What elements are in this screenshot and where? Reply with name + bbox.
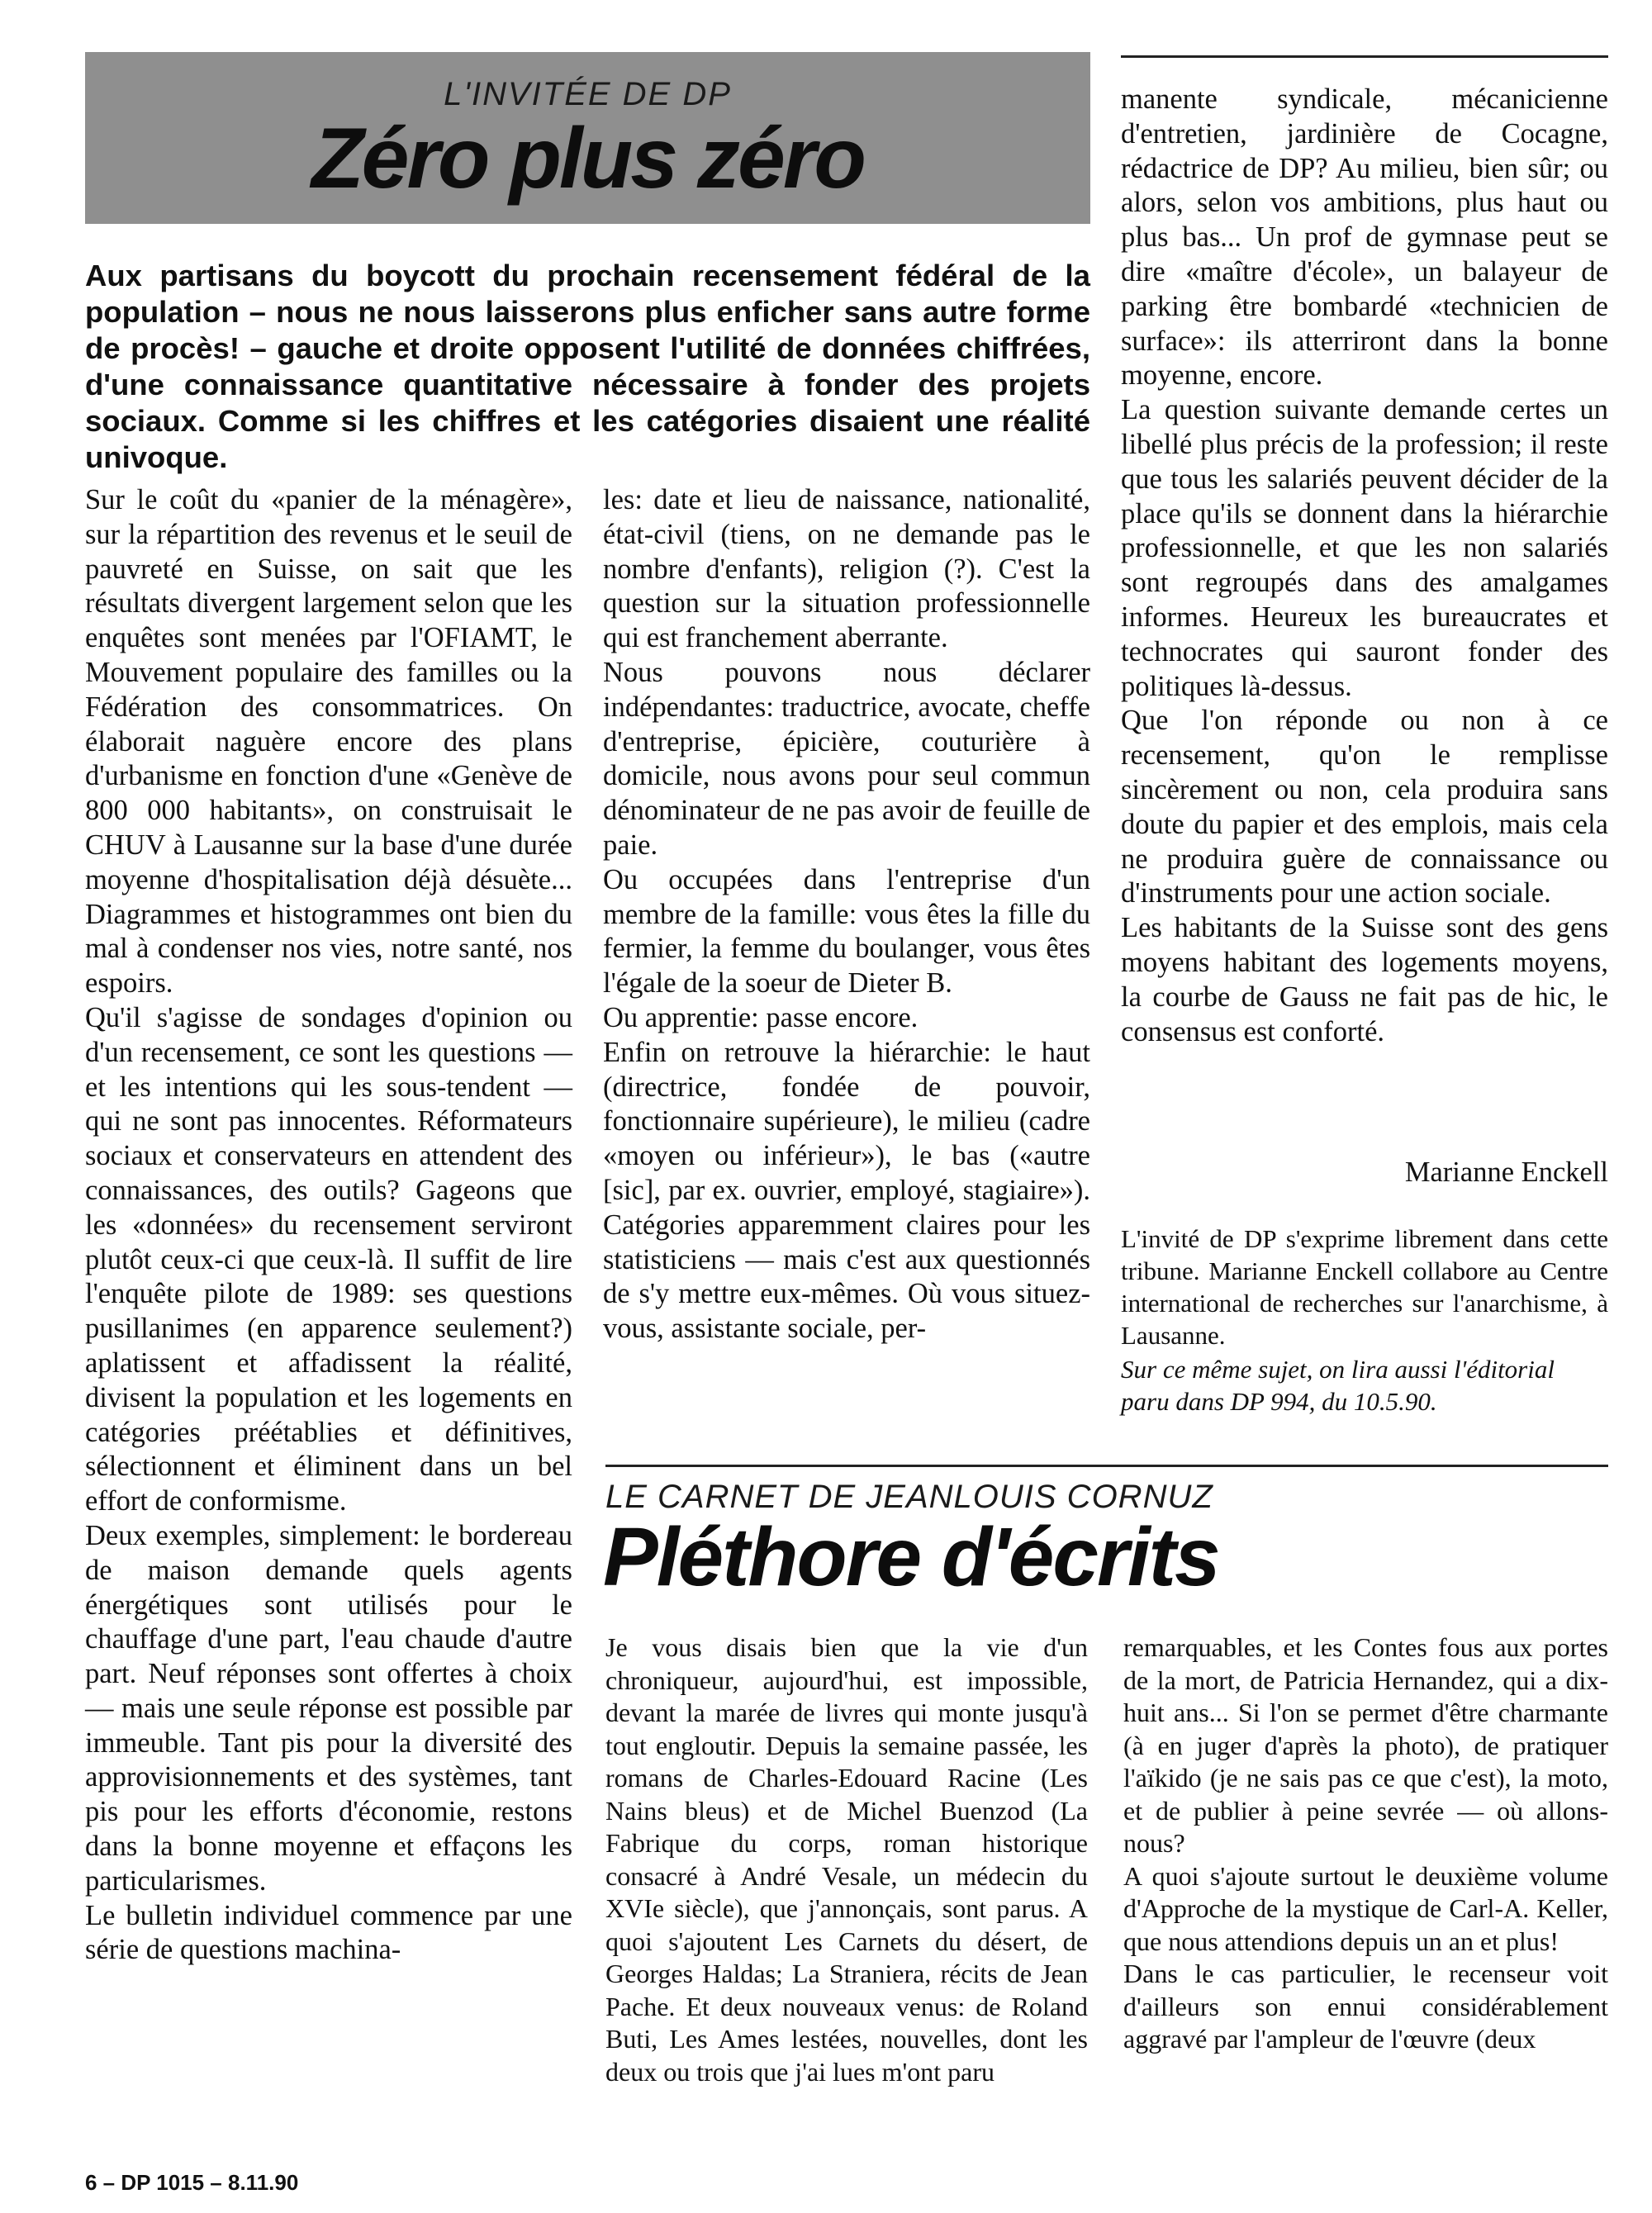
section-kicker-2: LE CARNET DE JEANLOUIS CORNUZ [605, 1479, 1213, 1515]
paragraph: Le bulletin individuel commence par une série de questions machina- [85, 1899, 572, 1966]
author-signature: Marianne Enckell [1404, 1156, 1608, 1188]
cross-reference-note: Sur ce même sujet, on lira aussi l'éditorial paru dans DP 994, du 10.5.90. [1121, 1355, 1555, 1416]
paragraph: La question suivante demande certes un libellé plus précis de la profession; il reste que tous les salariés peuvent décider de la place qu'ils se donnent dans la hiérarchie professionnelle, et que les non salariés sont regroupés dans des amalgames informes. Heureux les bureaucrates et technocrates qui sauront fonder des politiques là-dessus. [1121, 394, 1608, 702]
lead-paragraph: Aux partisans du boycott du prochain recensement fédéral de la population – nous ne nous laisserons plus enficher sans autre forme de procès! – gauche et droite opposent l'utilité de données chiffrées, d'une connaissance quantitative nécessaire à fonder des projets sociaux. Comme si les chiffres et les catégories disaient une réalité univoque. [85, 259, 1090, 474]
paragraph: les: date et lieu de naissance, nationalité, état-civil (tiens, on ne demande pas le nombre d'enfants), religion (?). C'est la question sur la situation professionnelle qui est franchement aberrante. [603, 484, 1090, 654]
paragraph: Que l'on réponde ou non à ce recensement, qu'on le remplisse sincèrement ou non, cela produira sans doute du papier et des emplois, mais cela ne produira guère de connaissance ou d'instruments pour une action sociale. [1121, 705, 1608, 909]
article1-column-1 [85, 483, 572, 1968]
article1-column-3 [1121, 83, 1608, 1049]
paragraph: manente syndicale, mécanicienne d'entretien, jardinière de Cocagne, rédactrice de DP? Au milieu, bien sûr; ou alors, selon vos ambitions, plus haut ou plus bas... Un prof de gymnase peut se dire «maître d'école», un balayeur de parking être bombardé «technicien de surface»: ils atterriront dans la bonne moyenne, encore. [1121, 83, 1608, 392]
article2-column-2 [1123, 1631, 1608, 2056]
paragraph: Dans le cas particulier, le recenseur voit d'ailleurs son ennui considérablement aggravé par l'ampleur de l'œuvre (deux [1123, 1959, 1608, 2054]
paragraph: Enfin on retrouve la hiérarchie: le haut (directrice, fondée de pouvoir, fonctionnaire supérieure), le milieu (cadre «moyen ou inférieur»), le bas («autre [sic], par ex. ouvrier, employé, stagiaire»). Catégories apparemment claires pour les statisticiens — mais c'est aux questionnés de s'y mettre eux-mêmes. Où vous situez-vous, assistante sociale, per- [603, 1036, 1090, 1345]
paragraph: Deux exemples, simplement: le bordereau de maison demande quels agents énergétiques sont utilisés pour le chauffage d'une part, l'eau chaude d'autre part. Neuf réponses sont offertes à choix — mais une seule réponse est possible par immeuble. Tant pis pour la diversité des approvisionnements et des systèmes, tant pis pour les efforts d'économie, restons dans la bonne moyenne et effaçons les particularismes. [85, 1519, 572, 1897]
paragraph: Les habitants de la Suisse sont des gens moyens habitant des logements moyens, la courbe de Gauss ne fait pas de hic, le consensus est conforté. [1121, 912, 1608, 1047]
article-title: Zéro plus zéro [311, 111, 864, 207]
section-divider [605, 1465, 1608, 1467]
paragraph: remarquables, et les Contes fous aux portes de la mort, de Patricia Hernandez, qui a dix-huit ans... Si l'on se permet d'être charmante (à en juger d'après la photo), de pratiquer l'aïkido (je ne sais pas ce que c'est), la moto, et de publier à peine sevrée — où allons-nous? [1123, 1632, 1608, 1858]
paragraph: Ou apprentie: passe encore. [603, 1001, 919, 1033]
paragraph: A quoi s'ajoute surtout le deuxième volume d'Approche de la mystique de Carl-A. Keller, que nous attendions depuis un an et plus! [1123, 1860, 1608, 1956]
paragraph: Je vous disais bien que la vie d'un chroniqueur, aujourd'hui, est impossible, devant la marée de livres qui monte jusqu'à tout engloutir. Depuis la semaine passée, les romans de Charles-Edouard Racine (Les Nains bleus) et de Michel Buenzod (La Fabrique du corps, roman historique consacré à André Vesale, un médecin du XVIe siècle), que j'annonçais, sont parus. A quoi s'ajoutent Les Carnets du désert, de Georges Haldas; La Straniera, récits de Jean Pache. Et deux nouveaux venus: de Roland Buti, Les Ames lestées, nouvelles, dont les deux ou trois que j'ai lues m'ont paru [605, 1632, 1088, 2087]
paragraph: Nous pouvons nous déclarer indépendantes: traductrice, avocate, cheffe d'entreprise, épicière, couturière à domicile, nous avons pour seul commun dénominateur de ne pas avoir de feuille de paie. [603, 656, 1090, 861]
paragraph: Sur le coût du «panier de la ménagère», sur la répartition des revenus et le seuil de pauvreté en Suisse, on sait que les résultats divergent largement selon que les enquêtes sont menées par l'OFIAMT, le Mouvement populaire des familles ou la Fédération des consommatrices. On élaborait naguère encore des plans d'urbanisme en fonction d'une «Genève de 800 000 habitants», on construisait le CHUV à Lausanne sur la base d'une durée moyenne d'hospitalisation déjà désuète... Diagrammes et histogrammes ont bien du mal à condenser nos vies, notre santé, nos espoirs. [85, 484, 572, 1000]
top-rule [1121, 55, 1608, 58]
article1-column-2 [603, 483, 1090, 1346]
page-footer: 6 – DP 1015 – 8.11.90 [85, 2170, 299, 2195]
paragraph: Qu'il s'agisse de sondages d'opinion ou d'un recensement, ce sont les questions — et les intentions qui les sous-tendent — qui ne sont pas innocentes. Réformateurs sociaux et conservateurs en attendent des connaissances, des outils? Gageons que les «données» du recensement serviront plutôt ceux-ci que ceux-là. Il suffit de lire l'enquête pilote de 1989: ses questions pusillanimes (en apparence seulement?) aplatissent et affadissent la réalité, divisent la population et les logements en catégories préétablies et définitives, sélectionnent et éliminent dans un bel effort de conformisme. [85, 1001, 572, 1517]
author-note: L'invité de DP s'exprime librement dans cette tribune. Marianne Enckell collabore au Centre international de recherches sur l'anarchisme, à Lausanne. [1121, 1224, 1608, 1350]
article2-title: Pléthore d'écrits [603, 1511, 1219, 1603]
paragraph: Ou occupées dans l'entreprise d'un membre de la famille: vous êtes la fille du fermier, la femme du boulanger, vous êtes l'égale de la soeur de Dieter B. [603, 863, 1090, 1000]
section-kicker: L'INVITÉE DE DP [444, 76, 732, 112]
article2-column-1 [605, 1631, 1088, 2088]
